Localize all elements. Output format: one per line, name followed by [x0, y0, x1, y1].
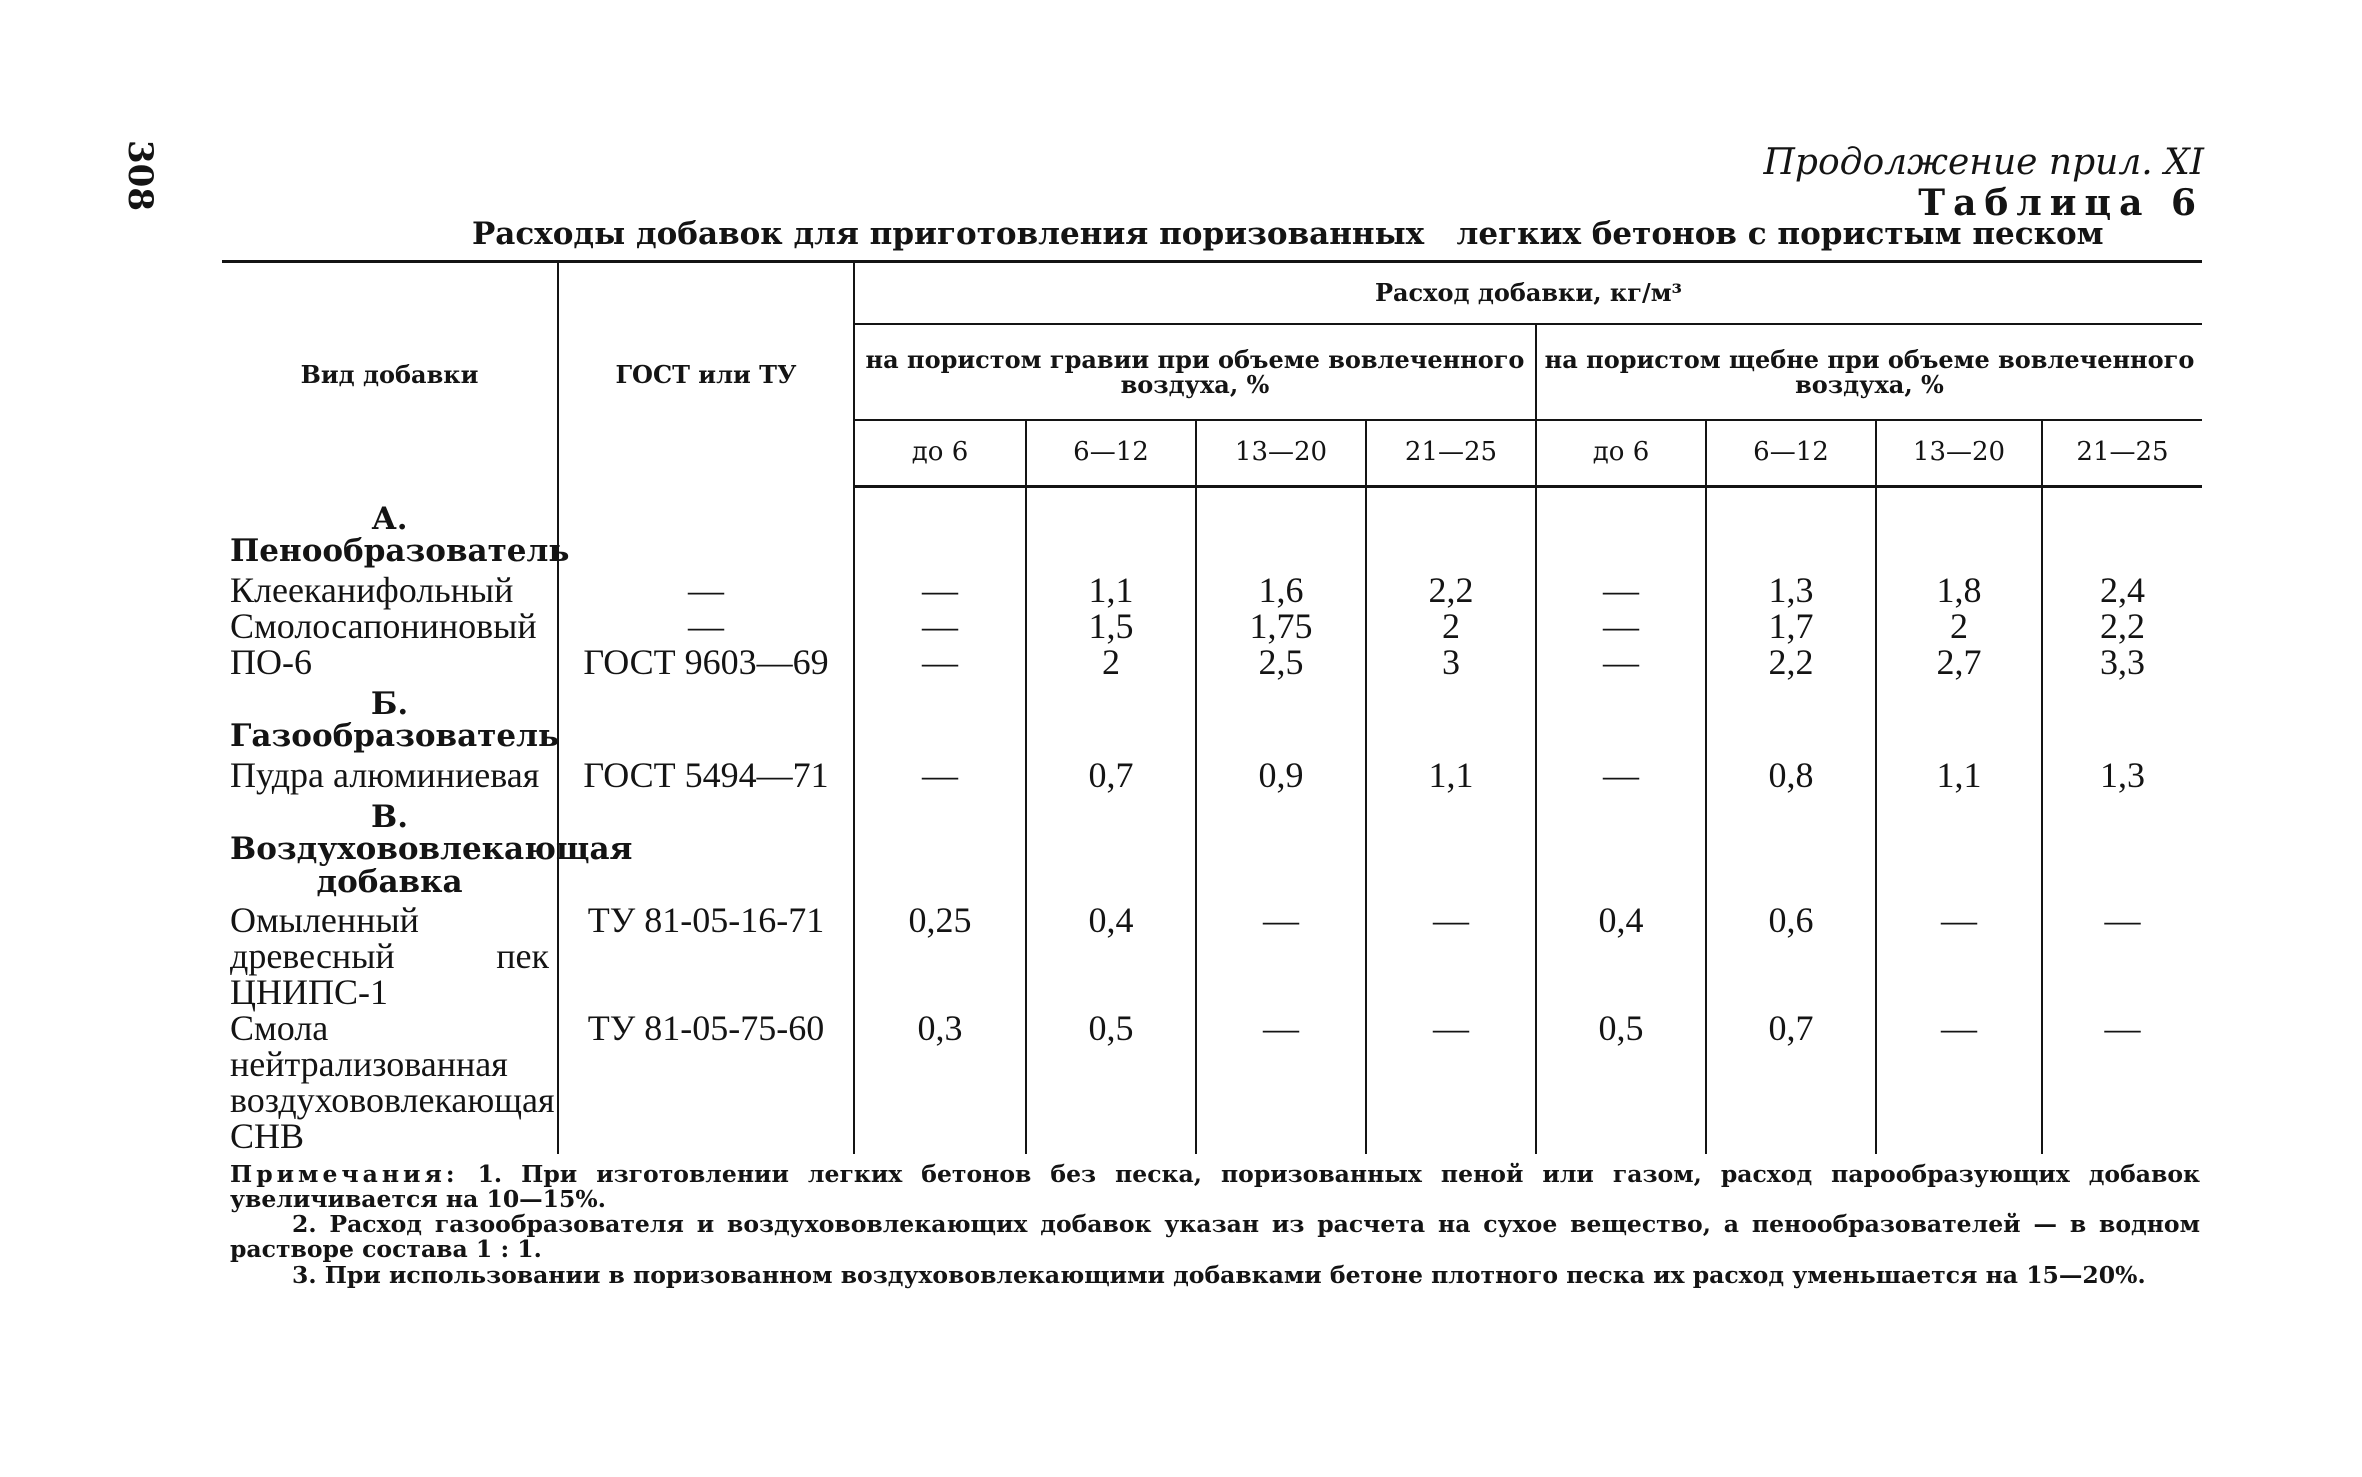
- value-cell: —: [854, 608, 1026, 644]
- value-cell: 2,2: [1706, 644, 1876, 680]
- header-sub-column: 6—12: [1706, 420, 1876, 487]
- value-cell: —: [854, 572, 1026, 608]
- section-title: Б. Газообразователь: [230, 685, 559, 755]
- section-row: [222, 487, 2202, 572]
- additive-name: ПО-6: [230, 641, 312, 682]
- gost-cell: ГОСТ 9603—69: [558, 644, 854, 680]
- header-consumption: Расход добавки, кг/м³: [854, 262, 2202, 325]
- value-cell: 0,25: [854, 902, 1026, 1010]
- value-cell: 3: [1366, 644, 1536, 680]
- note-3: 3. При использовании в поризованном воздухововлекающими добавками бетоне плотного песка их расход уменьшается на 15—20%.: [292, 1260, 2146, 1289]
- value-cell: 0,4: [1536, 902, 1706, 1010]
- value-cell: —: [1536, 608, 1706, 644]
- value-cell: 1,1: [1366, 757, 1536, 793]
- value-cell: —: [1536, 757, 1706, 793]
- value-cell: 2,2: [2042, 608, 2202, 644]
- gost-cell: —: [558, 608, 854, 644]
- note-2: 2. Расход газообразователя и воздухововлекающих добавок указан из расчета на сухое вещество, а пенообразователей — в водном растворе состава 1 : 1.: [230, 1210, 2200, 1264]
- value-cell: —: [1196, 1010, 1366, 1154]
- header-sub-column: 6—12: [1026, 420, 1196, 487]
- value-cell: —: [1876, 1010, 2042, 1154]
- value-cell: 1,1: [1876, 757, 2042, 793]
- gost-cell: ТУ 81-05-75-60: [558, 1010, 854, 1154]
- value-cell: 0,9: [1196, 757, 1366, 793]
- table-row: [222, 1010, 2202, 1154]
- section-title: А. Пенообразователь: [230, 500, 570, 570]
- value-cell: —: [854, 757, 1026, 793]
- value-cell: —: [1876, 902, 2042, 1010]
- value-cell: 1,1: [1026, 572, 1196, 608]
- value-cell: 0,5: [1536, 1010, 1706, 1154]
- table-row: [222, 902, 2202, 1010]
- additive-name: Смолосапониновый: [230, 605, 537, 646]
- header-additive-type: Вид добавки: [222, 262, 558, 487]
- value-cell: 2: [1026, 644, 1196, 680]
- value-cell: 0,3: [854, 1010, 1026, 1154]
- value-cell: 0,8: [1706, 757, 1876, 793]
- value-cell: —: [2042, 1010, 2202, 1154]
- section-row: [222, 793, 2202, 903]
- value-cell: —: [1536, 572, 1706, 608]
- additive-name: Пудра алюминиевая: [230, 754, 540, 795]
- header-gost: ГОСТ или ТУ: [558, 262, 854, 487]
- continuation-label: Продолжение прил. XI: [1763, 142, 2204, 183]
- value-cell: —: [1536, 644, 1706, 680]
- value-cell: —: [1366, 902, 1536, 1010]
- table-title: Расходы добавок для приготовления поризованных легких бетонов с пористым песком: [472, 216, 2104, 252]
- header-sub-column: 13—20: [1196, 420, 1366, 487]
- note-text: 1. При изготовлении легких бетонов без песка, поризованных пеной или газом, расход парообразующих добавок увеличивается на 10—15%.: [230, 1160, 2200, 1214]
- value-cell: 1,75: [1196, 608, 1366, 644]
- value-cell: 1,3: [2042, 757, 2202, 793]
- value-cell: 0,5: [1026, 1010, 1196, 1154]
- table-row: [222, 644, 2202, 680]
- table-container: [222, 260, 2202, 1157]
- value-cell: —: [2042, 902, 2202, 1010]
- header-sub-column: до 6: [854, 420, 1026, 487]
- table-notes: [230, 1162, 2200, 1288]
- value-cell: —: [1196, 902, 1366, 1010]
- value-cell: 0,7: [1026, 757, 1196, 793]
- value-cell: 1,8: [1876, 572, 2042, 608]
- value-cell: 2: [1876, 608, 2042, 644]
- table-row: [222, 757, 2202, 793]
- header-sub-column: 21—25: [1366, 420, 1536, 487]
- section-title: В. Воздухововлекающая добавка: [230, 798, 633, 900]
- value-cell: 2,2: [1366, 572, 1536, 608]
- value-cell: —: [1366, 1010, 1536, 1154]
- value-cell: 0,4: [1026, 902, 1196, 1010]
- header-gravel-group: на пористом гравии при объеме вовлеченного воздуха, %: [854, 324, 1536, 420]
- value-cell: 1,3: [1706, 572, 1876, 608]
- header-sub-column: до 6: [1536, 420, 1706, 487]
- value-cell: 2,7: [1876, 644, 2042, 680]
- page-number: 308: [120, 140, 160, 211]
- value-cell: 1,7: [1706, 608, 1876, 644]
- notes-heading: Примечания:: [230, 1160, 459, 1188]
- value-cell: 2,5: [1196, 644, 1366, 680]
- section-row: [222, 680, 2202, 757]
- value-cell: 1,6: [1196, 572, 1366, 608]
- additive-name: Клееканифольный: [230, 569, 514, 610]
- header-crushed-stone-group: на пористом щебне при объеме вовлеченного воздуха, %: [1536, 324, 2202, 420]
- value-cell: —: [854, 644, 1026, 680]
- additives-table: [222, 260, 2202, 1157]
- additive-name: Смола нейтрализованная воздухововлекающая СНВ: [230, 1008, 555, 1157]
- value-cell: 1,5: [1026, 608, 1196, 644]
- value-cell: 2: [1366, 608, 1536, 644]
- gost-cell: —: [558, 572, 854, 608]
- table-row: [222, 608, 2202, 644]
- header-sub-column: 21—25: [2042, 420, 2202, 487]
- table-number: Таблица 6: [1918, 182, 2204, 224]
- value-cell: 0,7: [1706, 1010, 1876, 1154]
- header-sub-column: 13—20: [1876, 420, 2042, 487]
- value-cell: 3,3: [2042, 644, 2202, 680]
- table-row: [222, 572, 2202, 608]
- gost-cell: ТУ 81-05-16-71: [558, 902, 854, 1010]
- gost-cell: ГОСТ 5494—71: [558, 757, 854, 793]
- additive-name: Омыленный древесный пек ЦНИПС-1: [230, 900, 549, 1013]
- value-cell: 2,4: [2042, 572, 2202, 608]
- value-cell: 0,6: [1706, 902, 1876, 1010]
- note-1: [230, 1162, 2200, 1212]
